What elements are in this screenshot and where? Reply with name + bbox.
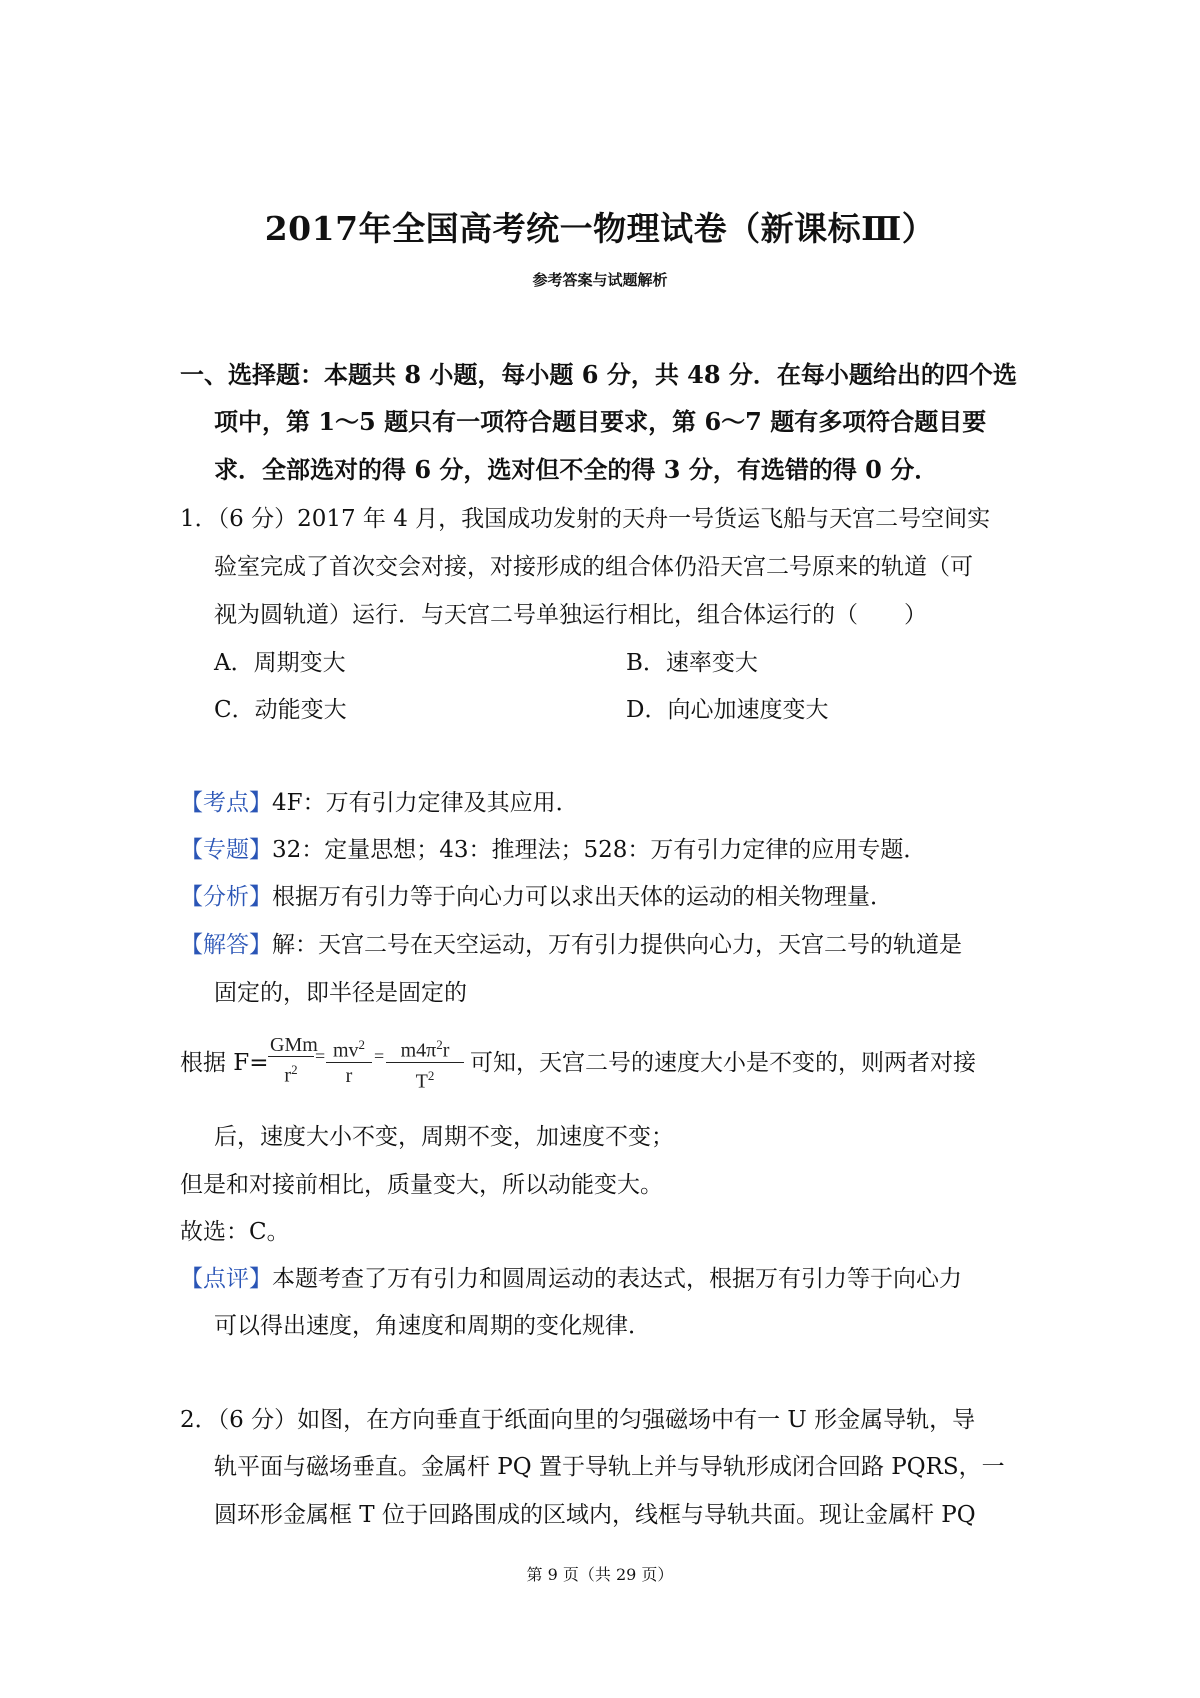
- kaodian-text: 4F：万有引力定律及其应用．: [272, 790, 579, 816]
- formula-prefix: 根据 F=: [180, 1050, 269, 1076]
- section-heading-line2: 项中，第 1～5 题只有一项符合题目要求，第 6～7 题有多项符合题目要: [214, 407, 987, 436]
- fraction-mv2-r: [326, 1034, 372, 1089]
- jieda-text-2: 固定的，即半径是固定的: [214, 980, 467, 1006]
- page-footer: 第 9 页（共 29 页）: [526, 1565, 674, 1584]
- fraction-gmm-r2: [268, 1034, 318, 1089]
- page-subtitle: 参考答案与试题解析: [532, 271, 668, 289]
- section-heading-line1: 一、选择题：本题共 8 小题，每小题 6 分，共 48 分．在每小题给出的四个选: [180, 360, 1017, 389]
- kaodian-tag: 【考点】: [180, 790, 272, 816]
- section-heading-line3: 求．全部选对的得 6 分，选对但不全的得 3 分，有选错的得 0 分．: [214, 455, 939, 484]
- equals-sign: =: [315, 1046, 326, 1066]
- fraction-denominator: r: [345, 1064, 353, 1087]
- jieda-text-1: 解：天宫二号在天空运动，万有引力提供向心力，天宫二号的轨道是: [272, 932, 962, 958]
- fraction-numerator: $mv^2$: [326, 1034, 372, 1063]
- fraction-m4pi2r-t2: [386, 1034, 464, 1094]
- option-d: D．向心加速度变大: [626, 697, 829, 723]
- dianping-tag: 【点评】: [180, 1266, 272, 1292]
- fenxi-row: [180, 882, 893, 912]
- question-2-line1: 2．（6 分）如图，在方向垂直于纸面向里的匀强磁场中有一 U 形金属导轨，导: [180, 1407, 976, 1433]
- gravity-formula: [268, 1034, 468, 1094]
- fraction-numerator: GMm: [270, 1034, 318, 1056]
- solution-line-but: 但是和对接前相比，质量变大，所以动能变大。: [180, 1172, 663, 1198]
- option-c: C．动能变大: [214, 697, 347, 723]
- dianping-row: [180, 1264, 962, 1294]
- question-1-line3: 视为圆轨道）运行．与天宫二号单独运行相比，组合体运行的（ ）: [214, 602, 927, 628]
- question-2-line2: 轨平面与磁场垂直。金属杆 PQ 置于导轨上并与导轨形成闭合回路 PQRS，一: [214, 1454, 1005, 1480]
- kaodian-row: [180, 788, 579, 818]
- dianping-text-1: 本题考查了万有引力和圆周运动的表达式，根据万有引力等于向心力: [272, 1266, 962, 1292]
- equals-sign: =: [374, 1046, 385, 1066]
- zhuanti-tag: 【专题】: [180, 837, 272, 863]
- fraction-denominator: $r^2$: [284, 1062, 298, 1087]
- fenxi-tag: 【分析】: [180, 884, 272, 910]
- fraction-denominator: $T^2$: [415, 1067, 435, 1093]
- jieda-row: [180, 930, 962, 960]
- page-title: 2017年全国高考统一物理试卷（新课标Ⅲ）: [264, 209, 936, 248]
- fraction-numerator: $m4\pi^2r$: [386, 1034, 464, 1063]
- fenxi-text: 根据万有引力等于向心力可以求出天体的运动的相关物理量．: [272, 884, 893, 910]
- solution-line-after: 后，速度大小不变，周期不变，加速度不变；: [214, 1124, 674, 1150]
- question-2-line3: 圆环形金属框 T 位于回路围成的区域内，线框与导轨共面。现让金属杆 PQ: [214, 1502, 976, 1528]
- formula-suffix: 可知，天宫二号的速度大小是不变的，则两者对接: [470, 1050, 976, 1076]
- option-b: B．速率变大: [626, 650, 758, 676]
- option-a: A．周期变大: [214, 650, 346, 676]
- jieda-tag: 【解答】: [180, 932, 272, 958]
- question-1-line2: 验室完成了首次交会对接，对接形成的组合体仍沿天宫二号原来的轨道（可: [214, 554, 973, 580]
- zhuanti-row: [180, 835, 926, 865]
- question-1-line1: 1．（6 分）2017 年 4 月，我国成功发射的天舟一号货运飞船与天宫二号空间实: [180, 506, 991, 532]
- zhuanti-text: 32：定量思想；43：推理法；528：万有引力定律的应用专题．: [272, 837, 927, 863]
- dianping-text-2: 可以得出速度，角速度和周期的变化规律．: [214, 1313, 651, 1339]
- final-answer: 故选：C。: [180, 1219, 290, 1245]
